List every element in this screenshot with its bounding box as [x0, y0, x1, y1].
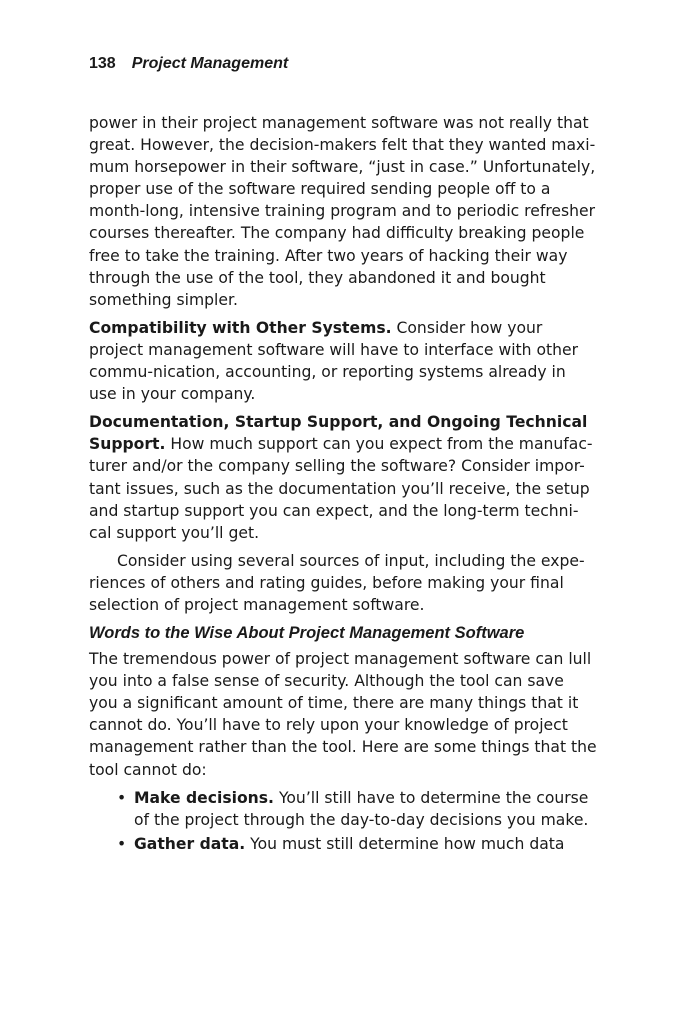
compatibility-text: Consider how your project management software will have to interface with other commu-nication, accounting, or reporting systems already in use in your company.: [89, 318, 579, 404]
documentation-text: How much support can you expect from the manufac-turer and/or the company selling the software? Consider impor-tant issues, such as the documentation you’ll receive, the setup and startup support you can expect, and the long-term techni-cal support you’ll get.: [89, 435, 593, 542]
documentation-run-in-heading: Documentation, Startup Support, and Ongoing Technical Support.: [89, 413, 588, 454]
paragraph-compatibility: [89, 317, 597, 405]
bullet-icon: •: [117, 834, 127, 853]
section-heading: Words to the Wise About Project Management Software: [89, 624, 525, 643]
list-item-lead: Make decisions.: [134, 788, 274, 807]
running-header: [89, 54, 597, 74]
list-item-text: You’ll still have to determine the course of the project through the day-to-day decisions you make.: [134, 788, 589, 829]
paragraph-consider: Consider using several sources of input, including the expe-riences of others and rating guides, before making your final selection of project management software.: [89, 551, 585, 614]
bullet-list: [89, 787, 597, 855]
list-item: [117, 833, 597, 855]
book-page: [89, 54, 597, 857]
running-title: Project Management: [131, 55, 289, 72]
list-item: [117, 787, 597, 831]
page-number: 138: [89, 55, 116, 72]
bullet-icon: •: [117, 788, 127, 807]
compatibility-run-in-heading: Compatibility with Other Systems.: [89, 318, 392, 337]
paragraph-documentation: [89, 411, 597, 544]
page-content: [89, 112, 597, 855]
list-item-lead: Gather data.: [134, 834, 246, 853]
list-item-text: You must still determine how much data: [245, 834, 565, 853]
paragraph-words-to-the-wise: The tremendous power of project management software can lull you into a false sense of security. Although the tool can save you a significant amount of time, there are many things that it cannot do. You’ll have to rely upon your knowledge of project management rather than the tool. Here are some things that the tool cannot do:: [89, 650, 597, 779]
paragraph-continuation: power in their project management software was not really that great. However, the decision-makers felt that they wanted maxi-mum horsepower in their software, “just in case.” Unfortunately, proper use of the software required sending people off to a month-long, intensive training program and to periodic refresher courses thereafter. The company had difficulty breaking people free to take the training. After two years of hacking their way through the use of the tool, they abandoned it and bought something simpler.: [89, 114, 596, 309]
